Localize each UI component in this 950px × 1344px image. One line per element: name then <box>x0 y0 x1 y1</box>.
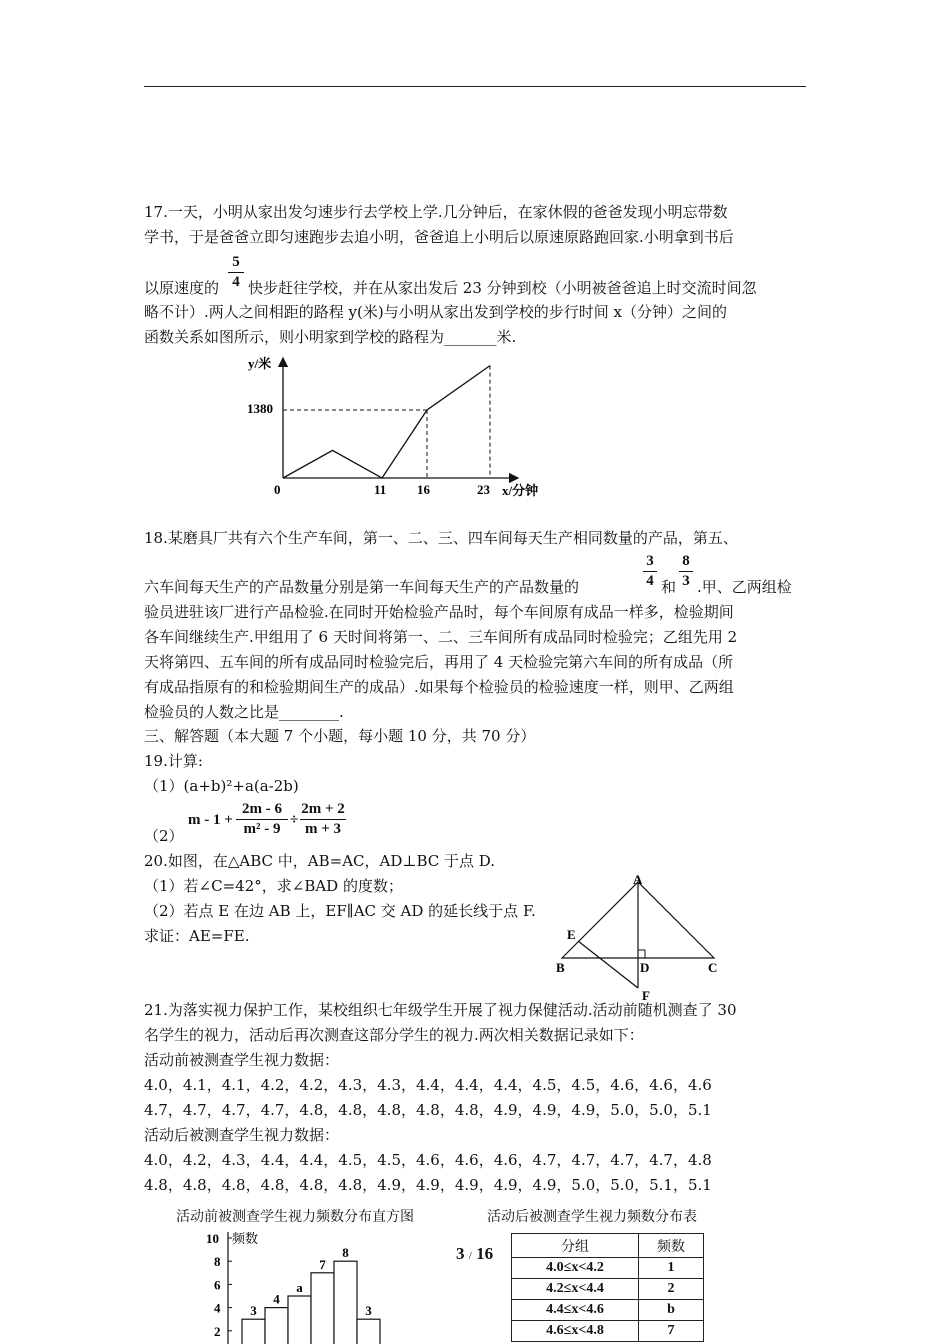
hist-bar <box>265 1308 288 1344</box>
q18-line2a: 六车间每天生产的产品数量分别是第一车间每天生产的产品数量的 <box>144 578 580 596</box>
hist-bar-label: 8 <box>342 1245 349 1261</box>
q18-line1: 18.某磨具厂共有六个生产车间，第一、二、三、四车间每天生产相同数量的产品，第五、 <box>144 529 738 547</box>
q17-fraction <box>228 253 244 292</box>
q17-line4: 略不计）.两人之间相距的路程 y(米)与小明从家出发到学校的步行时间 x（分钟）之间的 <box>144 303 727 321</box>
q17-distance-chart <box>240 350 560 502</box>
q20-triangle-figure <box>550 868 730 1008</box>
section-3-heading: 三、解答题（本大题 7 个小题，每小题 10 分，共 70 分） <box>144 727 536 745</box>
q19-part1: （1）(a+b)²+a(a-2b) <box>144 777 299 795</box>
q18-frac1-num: 3 <box>646 553 654 569</box>
hist-bar <box>311 1273 334 1344</box>
q20-line4: 求证：AE=FE. <box>144 927 250 945</box>
table-row <box>512 1300 704 1321</box>
q18-line2b: .甲、乙两组检 <box>697 578 792 596</box>
hist-bar <box>357 1319 380 1344</box>
q18-frac2-den: 3 <box>682 573 690 589</box>
y-axis-label: y/米 <box>248 356 272 371</box>
histogram-title: 活动前被测查学生视力频数分布直方图 <box>176 1209 414 1225</box>
q18-fraction-2 <box>679 552 693 591</box>
q18-frac1-den: 4 <box>646 573 654 589</box>
q18-line4: 各车间继续生产.甲组用了 6 天时间将第一、二、三车间所有成品同时检验完；乙组先用 2 <box>144 628 738 646</box>
hist-bar-label: a <box>296 1280 303 1295</box>
table-row <box>512 1279 704 1300</box>
q19-title: 19.计算: <box>144 752 203 770</box>
table-header-group: 分组 <box>512 1234 639 1258</box>
q19-fraction-1 <box>236 800 288 839</box>
hist-bar-label: 4 <box>273 1291 280 1307</box>
q19-lead: m - 1 + <box>188 812 233 828</box>
page-num: 3 <box>456 1244 465 1263</box>
q18-line5: 天将第四、五车间的所有成品同时检验完后，再用了 4 天检验完第六车间的所有成品（所 <box>144 653 734 671</box>
q18-line2-mid: 和 <box>661 578 677 596</box>
q17-line5: 函数关系如图所示，则小明家到学校的路程为_______米. <box>144 328 517 346</box>
table-cell: 1 <box>639 1258 704 1279</box>
q18-line7: 检验员的人数之比是________. <box>144 703 344 721</box>
q17-line2: 学书，于是爸爸立即匀速跑步去追小明，爸爸追上小明后以原速原路跑回家.小明拿到书后 <box>144 228 734 246</box>
table-cell: 4.4≤x<4.6 <box>512 1300 639 1321</box>
point-b-label: B <box>556 960 565 975</box>
point-c-label: C <box>708 960 718 975</box>
hist-y-tick-label: 2 <box>214 1323 221 1339</box>
table-row <box>512 1321 704 1342</box>
q19-f1-num: 2m - 6 <box>242 801 282 817</box>
q17-frac-den: 4 <box>232 274 240 290</box>
q18-line6: 有成品指原有的和检验期间生产的成品）.如果每个检验员的检验速度一样，则甲、乙两组 <box>144 678 734 696</box>
q21-after-row2: 4.8，4.8，4.8，4.8，4.8，4.8，4.9，4.9，4.9，4.9，4.9，5.0，5.0，5.1，5.1 <box>144 1176 712 1194</box>
hist-bar-label: 3 <box>365 1303 372 1319</box>
series-line <box>283 366 490 478</box>
hist-y-tick-label: 4 <box>214 1300 221 1316</box>
point-f-label: F <box>642 988 650 1003</box>
q17-line3b: 快步赶往学校，并在从家出发后 23 分钟到校（小明被爸爸追上时交流时间忽 <box>248 279 757 297</box>
point-a-label: A <box>633 872 643 887</box>
hist-y-tick-label: 8 <box>214 1254 221 1270</box>
x-tick-16: 16 <box>417 482 430 497</box>
q21-line2: 名学生的视力，活动后再次测查这部分学生的视力.两次相关数据记录如下： <box>144 1026 644 1044</box>
hist-y-tick-label: 10 <box>206 1231 219 1246</box>
q21-after-row1: 4.0，4.2，4.3，4.4，4.4，4.5，4.5，4.6，4.6，4.6，4.7，4.7，4.7，4.7，4.8 <box>144 1151 712 1169</box>
q17-frac-num: 5 <box>232 254 240 270</box>
q17-line1: 17.一天，小明从家出发匀速步行去学校上学.几分钟后，在家休假的爸爸发现小明忘带数 <box>144 203 728 221</box>
hist-y-label: 频数 <box>232 1232 259 1247</box>
q18-line3: 验员进驻该厂进行产品检验.在同时开始检验产品时，每个车间原有成品一样多，检验期间 <box>144 603 734 621</box>
q21-before-title: 活动前被测查学生视力数据： <box>144 1051 340 1069</box>
q17-line3a: 以原速度的 <box>144 279 220 297</box>
q21-line1: 21.为落实视力保护工作，某校组织七年级学生开展了视力保健活动.活动前随机测查了 30 <box>144 1001 737 1019</box>
before-histogram <box>200 1226 390 1344</box>
table-cell: 4.0≤x<4.2 <box>512 1258 639 1279</box>
q19-f2-den: m + 3 <box>304 821 342 837</box>
q19-fraction-2 <box>300 800 346 839</box>
q19-part2-label: （2） <box>144 827 184 845</box>
q21-before-row1: 4.0，4.1，4.1，4.2，4.2，4.3，4.3，4.4，4.4，4.4，4.5，4.5，4.6，4.6，4.6 <box>144 1076 712 1094</box>
q19-div: ÷ <box>290 812 299 828</box>
hist-bar <box>334 1261 357 1344</box>
hist-bar <box>288 1296 311 1344</box>
point-e-label: E <box>567 927 576 942</box>
page-sep: / <box>468 1250 472 1262</box>
q21-after-title: 活动后被测查学生视力数据： <box>144 1126 340 1144</box>
table-cell: 4.2≤x<4.4 <box>512 1279 639 1300</box>
x-tick-11: 11 <box>374 482 387 497</box>
table-cell: 7 <box>639 1321 704 1342</box>
hist-y-tick-label: 6 <box>214 1277 221 1293</box>
right-angle-mark <box>638 950 645 958</box>
q19-f2-num: 2m + 2 <box>301 801 345 817</box>
page-total: 16 <box>476 1244 494 1263</box>
x-tick-23: 23 <box>477 482 490 497</box>
q19-f1-den: m² - 9 <box>243 821 281 837</box>
q20-line2: （1）若∠C=42°，求∠BAD 的度数； <box>144 877 403 895</box>
page-number <box>456 1244 493 1264</box>
hist-bars <box>242 1245 380 1344</box>
q20-line3: （2）若点 E 在边 AB 上，EF∥AC 交 AD 的延长线于点 F. <box>144 902 536 920</box>
table-cell: 4.6≤x<4.8 <box>512 1321 639 1342</box>
hist-bar-label: 7 <box>319 1256 326 1272</box>
x-axis-label: x/分钟 <box>502 483 539 498</box>
after-frequency-table <box>511 1233 704 1342</box>
point-d-label: D <box>640 960 650 975</box>
segment-ef <box>578 941 638 988</box>
q18-fraction-1 <box>643 552 657 591</box>
q20-line1: 20.如图，在△ABC 中，AB=AC，AD⊥BC 于点 D. <box>144 852 496 870</box>
table-cell: b <box>639 1300 704 1321</box>
table-row <box>512 1258 704 1279</box>
x-tick-0: 0 <box>274 482 281 497</box>
header-rule <box>144 86 806 87</box>
table-cell: 2 <box>639 1279 704 1300</box>
hist-bar <box>242 1319 265 1344</box>
q18-frac2-num: 8 <box>682 553 690 569</box>
y-tick-1380: 1380 <box>247 401 273 416</box>
hist-bar-label: 3 <box>250 1303 257 1319</box>
q21-before-row2: 4.7，4.7，4.7，4.7，4.8，4.8，4.8，4.8，4.8，4.9，4.9，4.9，5.0，5.0，5.1 <box>144 1101 712 1119</box>
table-header-freq: 频数 <box>639 1234 704 1258</box>
table-title: 活动后被测查学生视力频数分布表 <box>487 1209 697 1225</box>
